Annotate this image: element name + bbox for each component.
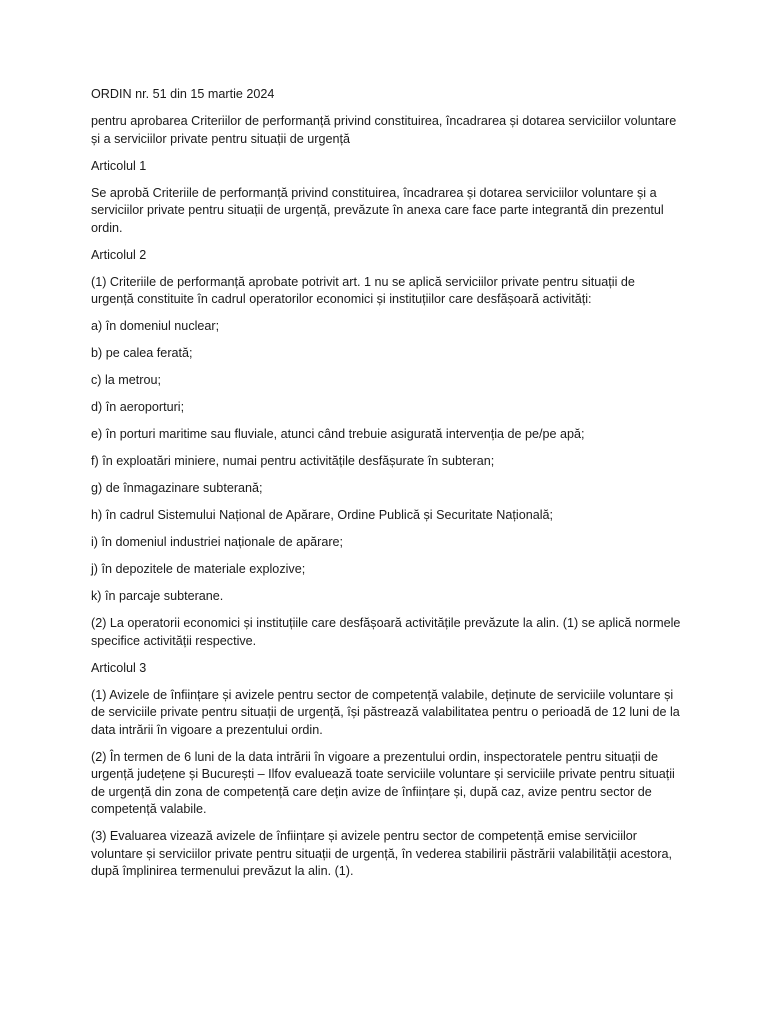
article-2-item-i: i) în domeniul industriei naționale de apărare; — [91, 535, 344, 549]
document-subtitle: pentru aprobarea Criteriilor de performanță privind constituirea, încadrarea și dotarea serviciilor voluntare și a serviciilor private pentru situații de urgență — [91, 114, 677, 146]
article-3-paragraph-3: (3) Evaluarea vizează avizele de înființare și avizele pentru sector de competență emise serviciilor voluntare și serviciilor private pentru situații de urgență, în vederea stabilirii păstrării valabilității acestora, după împlinirea termenului prevăzut la alin. (1). — [91, 829, 672, 878]
article-2-item-j: j) în depozitele de materiale explozive; — [91, 562, 306, 576]
article-2-item-a: a) în domeniul nuclear; — [91, 319, 220, 333]
article-2-item-h: h) în cadrul Sistemului Național de Apărare, Ordine Publică și Securitate Națională; — [91, 508, 554, 522]
article-3-paragraph-2: (2) În termen de 6 luni de la data intrării în vigoare a prezentului ordin, inspectoratele pentru situații de urgență județene și București – Ilfov evaluează toate serviciile voluntare și serviciile private pentru situații de urgență din zona de competență care dețin avize de înființare și, după caz, avize pentru sector de competență valabile. — [91, 749, 675, 816]
article-2-item-b: b) pe calea ferată; — [91, 346, 193, 360]
article-1-heading: Articolul 1 — [91, 158, 147, 173]
article-2-heading: Articolul 2 — [91, 247, 147, 262]
article-2-item-k: k) în parcaje subterane. — [91, 589, 224, 603]
document-body — [91, 86, 681, 890]
article-2-item-f: f) în exploatări miniere, numai pentru activitățile desfășurate în subteran; — [91, 454, 495, 468]
article-2-paragraph-1: (1) Criteriile de performanță aprobate potrivit art. 1 nu se aplică serviciilor private pentru situații de urgență constituite în cadrul operatorilor economici și instituțiilor care desfășoară activități: — [91, 274, 635, 306]
article-2-item-g: g) de înmagazinare subterană; — [91, 481, 263, 495]
article-2-item-d: d) în aeroporturi; — [91, 400, 185, 414]
document-title: ORDIN nr. 51 din 15 martie 2024 — [91, 87, 275, 101]
article-2-item-e: e) în porturi maritime sau fluviale, atunci când trebuie asigurată intervenția de pe/pe apă; — [91, 427, 585, 441]
article-3-paragraph-1: (1) Avizele de înființare și avizele pentru sector de competență valabile, deținute de serviciile voluntare și de serviciile private pentru situații de urgență, își păstrează valabilitatea pentru o perioadă de 12 luni de la data intrării în vigoare a prezentului ordin. — [91, 687, 680, 737]
article-3-heading: Articolul 3 — [91, 660, 147, 675]
article-2-paragraph-2: (2) La operatorii economici și instituțiile care desfășoară activitățile prevăzute la alin. (1) se aplică normele specifice activității respective. — [91, 616, 681, 648]
article-1-text: Se aprobă Criteriile de performanță privind constituirea, încadrarea și dotarea serviciilor voluntare și a serviciilor private pentru situații de urgență, prevăzute în anexa care face parte integrantă din prezentul ordin. — [91, 185, 664, 235]
article-2-item-c: c) la metrou; — [91, 373, 161, 387]
